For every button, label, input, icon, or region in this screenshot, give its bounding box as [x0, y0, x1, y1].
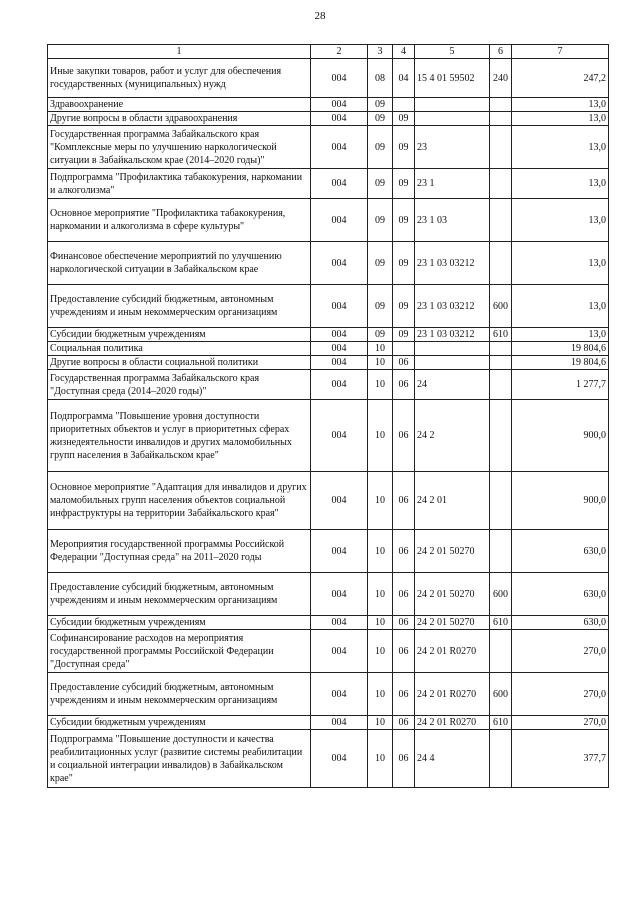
row-name: Финансовое обеспечение мероприятий по улучшению наркологической ситуации в Забайкальском крае — [48, 242, 311, 285]
table-row — [48, 400, 609, 472]
row-code-section: 10 — [368, 630, 393, 673]
row-code-expense-type — [490, 169, 512, 199]
row-code-target — [415, 112, 490, 126]
row-name: Подпрограмма "Повышение уровня доступности приоритетных объектов и услуг в приоритетных сферах жизнедеятельности инвалидов и других маломобильных групп населения в Забайкальском крае" — [48, 400, 311, 472]
row-name: Основное мероприятие "Профилактика табакокурения, наркомании и алкоголизма в сфере культуры" — [48, 199, 311, 242]
row-code-expense-type — [490, 472, 512, 530]
row-code-target: 24 2 01 50270 — [415, 573, 490, 616]
row-amount: 377,7 — [512, 730, 609, 788]
row-code-admin: 004 — [311, 370, 368, 400]
row-code-expense-type: 610 — [490, 328, 512, 342]
row-code-subsection: 06 — [393, 400, 415, 472]
header-cell-4: 4 — [393, 45, 415, 59]
row-name: Государственная программа Забайкальского края "Комплексные меры по улучшению наркологической ситуации в Забайкальском крае (2014–2020 годы)" — [48, 126, 311, 169]
header-cell-2: 2 — [311, 45, 368, 59]
row-code-section: 09 — [368, 242, 393, 285]
row-code-subsection: 09 — [393, 112, 415, 126]
row-code-expense-type — [490, 112, 512, 126]
row-code-expense-type — [490, 630, 512, 673]
row-code-section: 10 — [368, 616, 393, 630]
table-row — [48, 98, 609, 112]
row-code-admin: 004 — [311, 126, 368, 169]
row-code-target — [415, 98, 490, 112]
row-code-admin: 004 — [311, 342, 368, 356]
row-code-section: 09 — [368, 98, 393, 112]
row-code-expense-type — [490, 356, 512, 370]
row-code-section: 09 — [368, 112, 393, 126]
row-code-expense-type — [490, 199, 512, 242]
row-amount: 630,0 — [512, 616, 609, 630]
table-row — [48, 356, 609, 370]
row-amount: 13,0 — [512, 112, 609, 126]
row-name: Предоставление субсидий бюджетным, автономным учреждениям и иным некоммерческим организациям — [48, 285, 311, 328]
row-code-target: 23 1 03 03212 — [415, 328, 490, 342]
row-code-section: 10 — [368, 673, 393, 716]
row-code-subsection: 09 — [393, 285, 415, 328]
row-amount: 900,0 — [512, 400, 609, 472]
row-code-expense-type — [490, 126, 512, 169]
row-code-section: 08 — [368, 59, 393, 98]
table-row — [48, 730, 609, 788]
row-code-section: 10 — [368, 472, 393, 530]
row-code-subsection: 06 — [393, 673, 415, 716]
row-name: Здравоохранение — [48, 98, 311, 112]
row-name: Субсидии бюджетным учреждениям — [48, 328, 311, 342]
row-code-admin: 004 — [311, 285, 368, 328]
table-row — [48, 126, 609, 169]
row-amount: 270,0 — [512, 716, 609, 730]
row-code-admin: 004 — [311, 630, 368, 673]
row-code-admin: 004 — [311, 400, 368, 472]
header-cell-6: 6 — [490, 45, 512, 59]
row-code-subsection: 09 — [393, 328, 415, 342]
row-amount: 13,0 — [512, 126, 609, 169]
row-code-section: 10 — [368, 530, 393, 573]
row-name: Подпрограмма "Повышение доступности и качества реабилитационных услуг (развитие системы реабилитации и социальной интеграции инвалидов) в Забайкальском крае" — [48, 730, 311, 788]
row-code-section: 09 — [368, 199, 393, 242]
row-code-target: 24 2 01 R0270 — [415, 716, 490, 730]
row-code-section: 10 — [368, 716, 393, 730]
row-code-target: 23 1 03 03212 — [415, 285, 490, 328]
row-code-expense-type: 600 — [490, 573, 512, 616]
budget-table — [47, 44, 609, 788]
row-name: Предоставление субсидий бюджетным, автономным учреждениям и иным некоммерческим организациям — [48, 573, 311, 616]
row-code-section: 10 — [368, 342, 393, 356]
row-amount: 630,0 — [512, 573, 609, 616]
row-code-admin: 004 — [311, 98, 368, 112]
table-row — [48, 573, 609, 616]
row-amount: 630,0 — [512, 530, 609, 573]
row-code-target: 23 1 — [415, 169, 490, 199]
row-code-section: 10 — [368, 573, 393, 616]
table-row — [48, 59, 609, 98]
row-code-section: 10 — [368, 730, 393, 788]
row-code-admin: 004 — [311, 242, 368, 285]
row-code-admin: 004 — [311, 169, 368, 199]
table-row — [48, 716, 609, 730]
table-row — [48, 285, 609, 328]
row-code-section: 10 — [368, 356, 393, 370]
row-code-target: 24 2 01 50270 — [415, 530, 490, 573]
row-amount: 270,0 — [512, 673, 609, 716]
row-code-section: 10 — [368, 370, 393, 400]
row-code-admin: 004 — [311, 59, 368, 98]
row-code-admin: 004 — [311, 328, 368, 342]
row-code-subsection: 06 — [393, 472, 415, 530]
row-name: Подпрограмма "Профилактика табакокурения, наркомании и алкоголизма" — [48, 169, 311, 199]
row-code-admin: 004 — [311, 472, 368, 530]
row-name: Субсидии бюджетным учреждениям — [48, 616, 311, 630]
row-code-target — [415, 342, 490, 356]
row-code-admin: 004 — [311, 616, 368, 630]
row-code-target: 24 2 01 50270 — [415, 616, 490, 630]
page-number: 28 — [314, 10, 326, 22]
row-name: Основное мероприятие "Адаптация для инвалидов и других маломобильных групп населения объектов социальной инфраструктуры на территории Забайкальского края" — [48, 472, 311, 530]
row-code-admin: 004 — [311, 530, 368, 573]
row-amount: 900,0 — [512, 472, 609, 530]
row-code-admin: 004 — [311, 673, 368, 716]
row-code-section: 09 — [368, 328, 393, 342]
row-code-target: 23 — [415, 126, 490, 169]
row-code-subsection: 06 — [393, 716, 415, 730]
row-code-expense-type: 240 — [490, 59, 512, 98]
row-code-admin: 004 — [311, 356, 368, 370]
row-code-expense-type: 610 — [490, 616, 512, 630]
row-name: Государственная программа Забайкальского края "Доступная среда (2014–2020 годы)" — [48, 370, 311, 400]
row-code-target: 24 2 — [415, 400, 490, 472]
row-code-target: 24 2 01 R0270 — [415, 630, 490, 673]
table-row — [48, 616, 609, 630]
table-row — [48, 472, 609, 530]
row-name: Социальная политика — [48, 342, 311, 356]
row-amount: 13,0 — [512, 242, 609, 285]
row-code-admin: 004 — [311, 573, 368, 616]
row-code-subsection: 06 — [393, 730, 415, 788]
header-cell-5: 5 — [415, 45, 490, 59]
row-amount: 13,0 — [512, 328, 609, 342]
row-amount: 13,0 — [512, 199, 609, 242]
row-amount: 19 804,6 — [512, 342, 609, 356]
table-row — [48, 630, 609, 673]
row-code-subsection: 06 — [393, 573, 415, 616]
row-amount: 247,2 — [512, 59, 609, 98]
row-name: Софинансирование расходов на мероприятия государственной программы Российской Федерации "Доступная среда" — [48, 630, 311, 673]
row-code-expense-type: 600 — [490, 673, 512, 716]
row-code-target: 24 2 01 — [415, 472, 490, 530]
row-code-target: 15 4 01 59502 — [415, 59, 490, 98]
row-code-admin: 004 — [311, 112, 368, 126]
row-code-section: 09 — [368, 285, 393, 328]
table-row — [48, 112, 609, 126]
row-code-target: 24 — [415, 370, 490, 400]
row-amount: 13,0 — [512, 169, 609, 199]
row-code-expense-type — [490, 242, 512, 285]
row-code-subsection: 06 — [393, 370, 415, 400]
row-code-target — [415, 356, 490, 370]
row-code-expense-type: 610 — [490, 716, 512, 730]
row-code-admin: 004 — [311, 730, 368, 788]
row-code-subsection: 09 — [393, 126, 415, 169]
row-code-subsection: 06 — [393, 630, 415, 673]
row-name: Другие вопросы в области социальной политики — [48, 356, 311, 370]
row-code-subsection — [393, 98, 415, 112]
row-code-expense-type — [490, 730, 512, 788]
row-code-target: 24 4 — [415, 730, 490, 788]
table-row — [48, 242, 609, 285]
table-row — [48, 199, 609, 242]
row-code-expense-type: 600 — [490, 285, 512, 328]
row-code-expense-type — [490, 342, 512, 356]
row-code-subsection: 06 — [393, 616, 415, 630]
row-name: Другие вопросы в области здравоохранения — [48, 112, 311, 126]
table-row — [48, 530, 609, 573]
row-code-section: 09 — [368, 126, 393, 169]
row-code-subsection: 06 — [393, 356, 415, 370]
row-code-subsection: 09 — [393, 169, 415, 199]
row-name: Предоставление субсидий бюджетным, автономным учреждениям и иным некоммерческим организациям — [48, 673, 311, 716]
row-code-section: 09 — [368, 169, 393, 199]
row-code-expense-type — [490, 400, 512, 472]
row-code-target: 24 2 01 R0270 — [415, 673, 490, 716]
row-amount: 13,0 — [512, 285, 609, 328]
table-row — [48, 342, 609, 356]
row-code-admin: 004 — [311, 716, 368, 730]
row-amount: 13,0 — [512, 98, 609, 112]
row-code-section: 10 — [368, 400, 393, 472]
table-row — [48, 673, 609, 716]
row-code-expense-type — [490, 98, 512, 112]
row-code-expense-type — [490, 370, 512, 400]
row-amount: 270,0 — [512, 630, 609, 673]
row-amount: 19 804,6 — [512, 356, 609, 370]
row-amount: 1 277,7 — [512, 370, 609, 400]
row-name: Субсидии бюджетным учреждениям — [48, 716, 311, 730]
row-code-target: 23 1 03 — [415, 199, 490, 242]
header-cell-3: 3 — [368, 45, 393, 59]
header-cell-1: 1 — [48, 45, 311, 59]
row-name: Мероприятия государственной программы Российской Федерации "Доступная среда" на 2011–2020 годы — [48, 530, 311, 573]
row-code-target: 23 1 03 03212 — [415, 242, 490, 285]
row-code-subsection: 04 — [393, 59, 415, 98]
row-code-subsection: 09 — [393, 199, 415, 242]
table-row — [48, 328, 609, 342]
row-code-subsection: 06 — [393, 530, 415, 573]
table-row — [48, 169, 609, 199]
row-name: Иные закупки товаров, работ и услуг для обеспечения государственных (муниципальных) нужд — [48, 59, 311, 98]
header-cell-7: 7 — [512, 45, 609, 59]
row-code-subsection — [393, 342, 415, 356]
row-code-subsection: 09 — [393, 242, 415, 285]
header-row — [48, 45, 609, 59]
table-row — [48, 370, 609, 400]
row-code-expense-type — [490, 530, 512, 573]
row-code-admin: 004 — [311, 199, 368, 242]
